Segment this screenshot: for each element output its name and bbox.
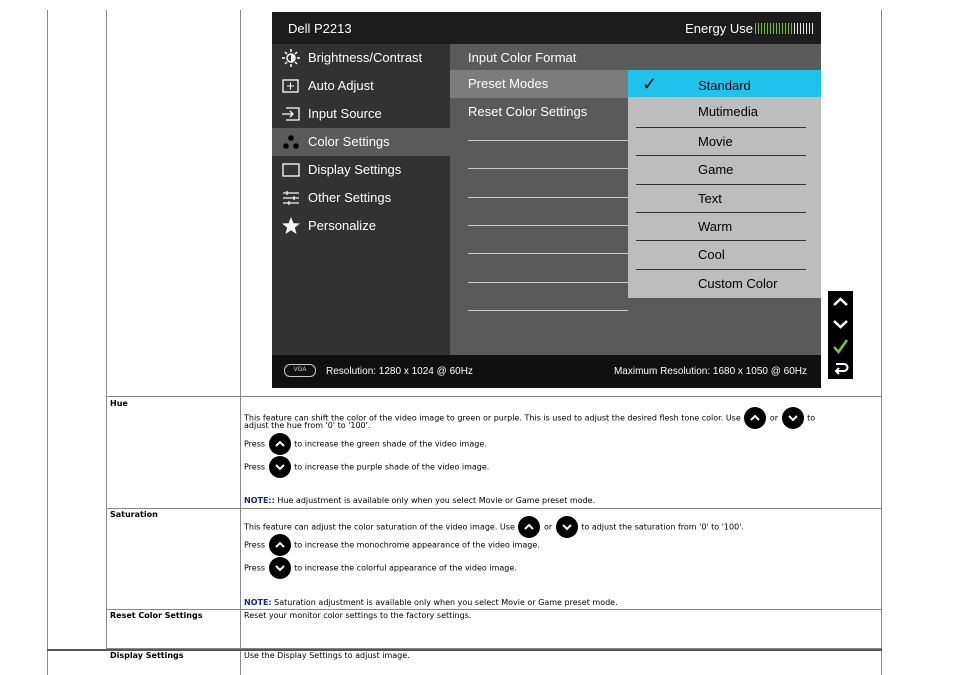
energy-bar bbox=[767, 23, 768, 34]
option-custom-color[interactable]: Custom Color bbox=[698, 276, 778, 291]
table-border-col2 bbox=[240, 10, 241, 675]
up-button-icon bbox=[269, 433, 291, 455]
input-source-icon bbox=[281, 105, 301, 123]
energy-bar bbox=[776, 23, 777, 34]
energy-bar bbox=[806, 23, 807, 34]
down-button[interactable] bbox=[828, 313, 853, 335]
saturation-label: Saturation bbox=[110, 510, 158, 519]
submenu-item-reset-color-settings[interactable]: Reset Color Settings bbox=[468, 104, 588, 119]
menu-item-auto-adjust[interactable]: Auto Adjust bbox=[272, 72, 450, 100]
submenu-divider bbox=[468, 225, 628, 226]
option-cool[interactable]: Cool bbox=[698, 247, 725, 262]
preset-modes-options bbox=[628, 70, 821, 298]
reset-color-settings-text: Reset your monitor color settings to the factory settings. bbox=[244, 611, 472, 620]
submenu-divider bbox=[468, 310, 628, 311]
energy-bar bbox=[803, 23, 804, 34]
up-button-icon bbox=[744, 407, 766, 429]
option-movie[interactable]: Movie bbox=[698, 134, 733, 149]
submenu-divider bbox=[468, 253, 628, 254]
energy-bar bbox=[800, 23, 801, 34]
auto-adjust-icon bbox=[281, 77, 301, 95]
back-icon bbox=[828, 357, 853, 379]
osd-menu-image bbox=[272, 12, 821, 388]
table-border-left bbox=[47, 10, 48, 675]
back-button[interactable] bbox=[828, 357, 853, 379]
energy-use: Energy Use bbox=[685, 21, 815, 37]
energy-bar bbox=[809, 23, 810, 34]
energy-bar bbox=[794, 23, 795, 34]
hue-down-instruction: Press to increase the purple shade of the video image. bbox=[244, 456, 489, 478]
energy-bar bbox=[812, 23, 813, 34]
menu-item-display-settings[interactable]: Display Settings bbox=[272, 156, 450, 184]
menu-item-brightness-contrast[interactable]: Brightness/Contrast bbox=[272, 44, 450, 72]
check-icon bbox=[828, 335, 853, 357]
row-divider bbox=[106, 609, 882, 610]
energy-bar bbox=[788, 23, 789, 34]
energy-bar bbox=[773, 23, 774, 34]
row-divider bbox=[106, 508, 882, 509]
up-button[interactable] bbox=[828, 291, 853, 313]
display-settings-text: Use the Display Settings to adjust image. bbox=[244, 651, 410, 660]
saturation-note: NOTE: Saturation adjustment is available only when you select Movie or Game preset mode. bbox=[244, 598, 618, 607]
submenu-divider bbox=[468, 282, 628, 283]
energy-bar bbox=[761, 23, 762, 34]
display-settings-label: Display Settings bbox=[110, 651, 184, 660]
menu-item-input-source[interactable]: Input Source bbox=[272, 100, 450, 128]
menu-item-color-settings[interactable]: Color Settings bbox=[272, 128, 450, 156]
down-button-icon bbox=[556, 516, 578, 538]
saturation-up-instruction: Press to increase the monochrome appearance of the video image. bbox=[244, 534, 540, 556]
energy-bar bbox=[782, 23, 783, 34]
hue-range-text: adjust the hue from '0' to '100'. bbox=[244, 421, 371, 430]
reset-color-settings-label: Reset Color Settings bbox=[110, 611, 203, 620]
energy-bar bbox=[764, 23, 765, 34]
display-settings-icon bbox=[281, 161, 301, 179]
other-settings-icon bbox=[281, 189, 301, 207]
color-settings-icon bbox=[281, 133, 301, 151]
table-border-col1 bbox=[106, 10, 107, 650]
osd-title: Dell P2213 bbox=[288, 21, 352, 36]
menu-item-other-settings[interactable]: Other Settings bbox=[272, 184, 450, 212]
energy-bar bbox=[785, 23, 786, 34]
energy-bar bbox=[758, 23, 759, 34]
check-icon: ✓ bbox=[642, 74, 658, 94]
down-button-icon bbox=[269, 557, 291, 579]
hue-label: Hue bbox=[110, 399, 128, 408]
osd-footer bbox=[272, 355, 821, 388]
submenu-divider bbox=[468, 197, 628, 198]
down-icon bbox=[828, 313, 853, 335]
table-border-right bbox=[881, 10, 882, 675]
energy-bar bbox=[770, 23, 771, 34]
saturation-description: This feature can adjust the color saturation of the video image. Use or to adjust the saturation from '0' to '100'. bbox=[244, 516, 744, 538]
up-button-icon bbox=[269, 534, 291, 556]
ok-button[interactable] bbox=[828, 335, 853, 357]
down-button-icon bbox=[269, 456, 291, 478]
energy-bar bbox=[755, 23, 756, 34]
option-warm[interactable]: Warm bbox=[698, 219, 733, 234]
option-text[interactable]: Text bbox=[698, 191, 722, 206]
submenu-item-input-color-format[interactable]: Input Color Format bbox=[468, 50, 577, 65]
up-icon bbox=[828, 291, 853, 313]
energy-bar bbox=[791, 23, 792, 34]
brightness-icon bbox=[281, 49, 301, 67]
osd-submenu bbox=[450, 44, 628, 355]
submenu-divider bbox=[468, 168, 628, 169]
osd-header bbox=[272, 12, 821, 44]
saturation-down-instruction: Press to increase the colorful appearance of the video image. bbox=[244, 557, 517, 579]
menu-item-personalize[interactable]: Personalize bbox=[272, 212, 450, 240]
row-divider bbox=[106, 396, 882, 397]
submenu-divider bbox=[468, 140, 628, 141]
down-button-icon bbox=[782, 407, 804, 429]
option-game[interactable]: Game bbox=[698, 162, 734, 177]
star-icon bbox=[281, 217, 301, 235]
option-standard[interactable]: ✓ Standard bbox=[628, 70, 821, 97]
vga-icon: VGA bbox=[284, 364, 316, 377]
current-resolution: Resolution: 1280 x 1024 @ 60Hz bbox=[326, 366, 473, 377]
osd-main-menu bbox=[272, 44, 450, 355]
submenu-item-preset-modes[interactable]: Preset Modes bbox=[450, 70, 628, 98]
hue-note: NOTE:: Hue adjustment is available only when you select Movie or Game preset mode. bbox=[244, 496, 596, 505]
hue-up-instruction: Press to increase the green shade of the video image. bbox=[244, 433, 487, 455]
energy-meter-icon bbox=[755, 22, 815, 37]
maximum-resolution: Maximum Resolution: 1680 x 1050 @ 60Hz bbox=[613, 366, 807, 377]
monitor-side-buttons bbox=[828, 291, 853, 379]
hue-description: This feature can shift the color of the video image to green or purple. This is used to adjust the desired flesh tone color. Use or to bbox=[244, 407, 864, 429]
option-mutimedia[interactable]: Mutimedia bbox=[698, 104, 758, 119]
energy-bar bbox=[779, 23, 780, 34]
energy-bar bbox=[797, 23, 798, 34]
